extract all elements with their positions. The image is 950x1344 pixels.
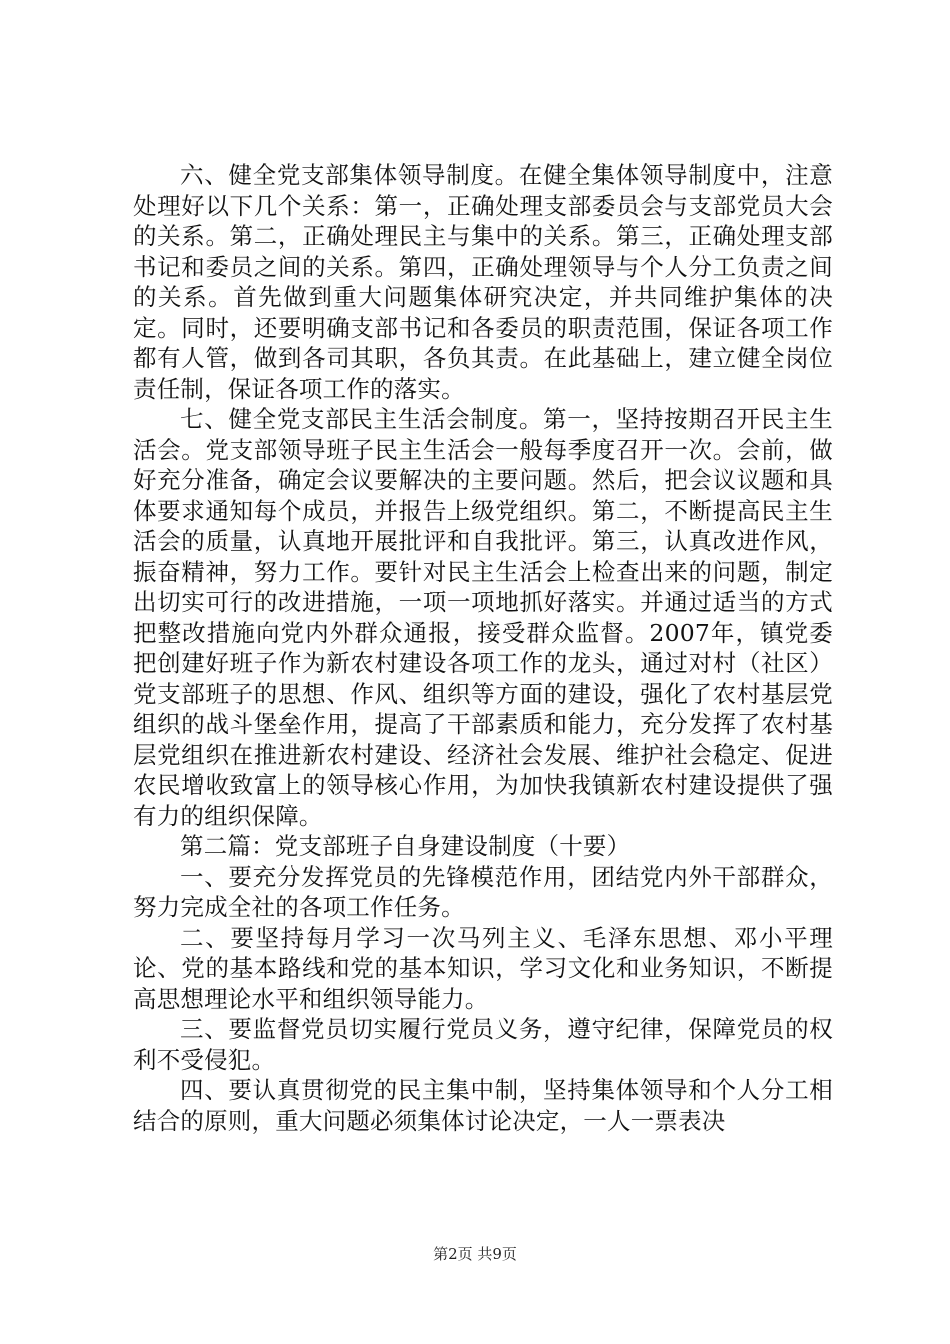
paragraph-section-6: 六、健全党支部集体领导制度。在健全集体领导制度中，注意处理好以下几个关系：第一，正确处理支部委员会与支部党员大会的关系。第二，正确处理民主与集中的关系。第三，正确处理支部书记和委员之间的关系。第四，正确处理领导与个人分工负责之间的关系。首先做到重大问题集体研究决定，并共同维护集体的决定。同时，还要明确支部书记和各委员的职责范围，保证各项工作都有人管，做到各司其职，各负其责。在此基础上，建立健全岗位责任制，保证各项工作的落实。 xyxy=(133,161,833,403)
paragraph-item-1: 一、要充分发挥党员的先锋模范作用，团结党内外干部群众，努力完成全社的各项工作任务。 xyxy=(133,862,833,921)
paragraph-item-4: 四、要认真贯彻党的民主集中制，坚持集体领导和个人分工相结合的原则，重大问题必须集体讨论决定，一人一票表决 xyxy=(133,1076,833,1135)
chapter-heading: 第二篇：党支部班子自身建设制度（十要） xyxy=(180,832,631,860)
page-number-footer: 第2页 共9页 xyxy=(433,1245,517,1263)
paragraph-item-2: 二、要坚持每月学习一次马列主义、毛泽东思想、邓小平理论、党的基本路线和党的基本知识，学习文化和业务知识，不断提高思想理论水平和组织领导能力。 xyxy=(133,923,833,1013)
paragraph-item-3: 三、要监督党员切实履行党员义务，遵守纪律，保障党员的权利不受侵犯。 xyxy=(133,1015,833,1074)
paragraph-section-7: 七、健全党支部民主生活会制度。第一，坚持按期召开民主生活会。党支部领导班子民主生活会一般每季度召开一次。会前，做好充分准备，确定会议要解决的主要问题。然后，把会议议题和具体要求通知每个成员，并报告上级党组织。第二，不断提高民主生活会的质量，认真地开展批评和自我批评。第三，认真改进作风，振奋精神，努力工作。要针对民主生活会上检查出来的问题，制定出切实可行的改进措施，一项一项地抓好落实。并通过适当的方式把整改措施向党内外群众通报，接受群众监督。2007年，镇党委把创建好班子作为新农村建设各项工作的龙头，通过对村（社区）党支部班子的思想、作风、组织等方面的建设，强化了农村基层党组织的战斗堡垒作用，提高了干部素质和能力，充分发挥了农村基层党组织在推进新农村建设、经济社会发展、维护社会稳定、促进农民增收致富上的领导核心作用，为加快我镇新农村建设提供了强有力的组织保障。 xyxy=(133,405,833,830)
document-body xyxy=(133,160,833,1136)
